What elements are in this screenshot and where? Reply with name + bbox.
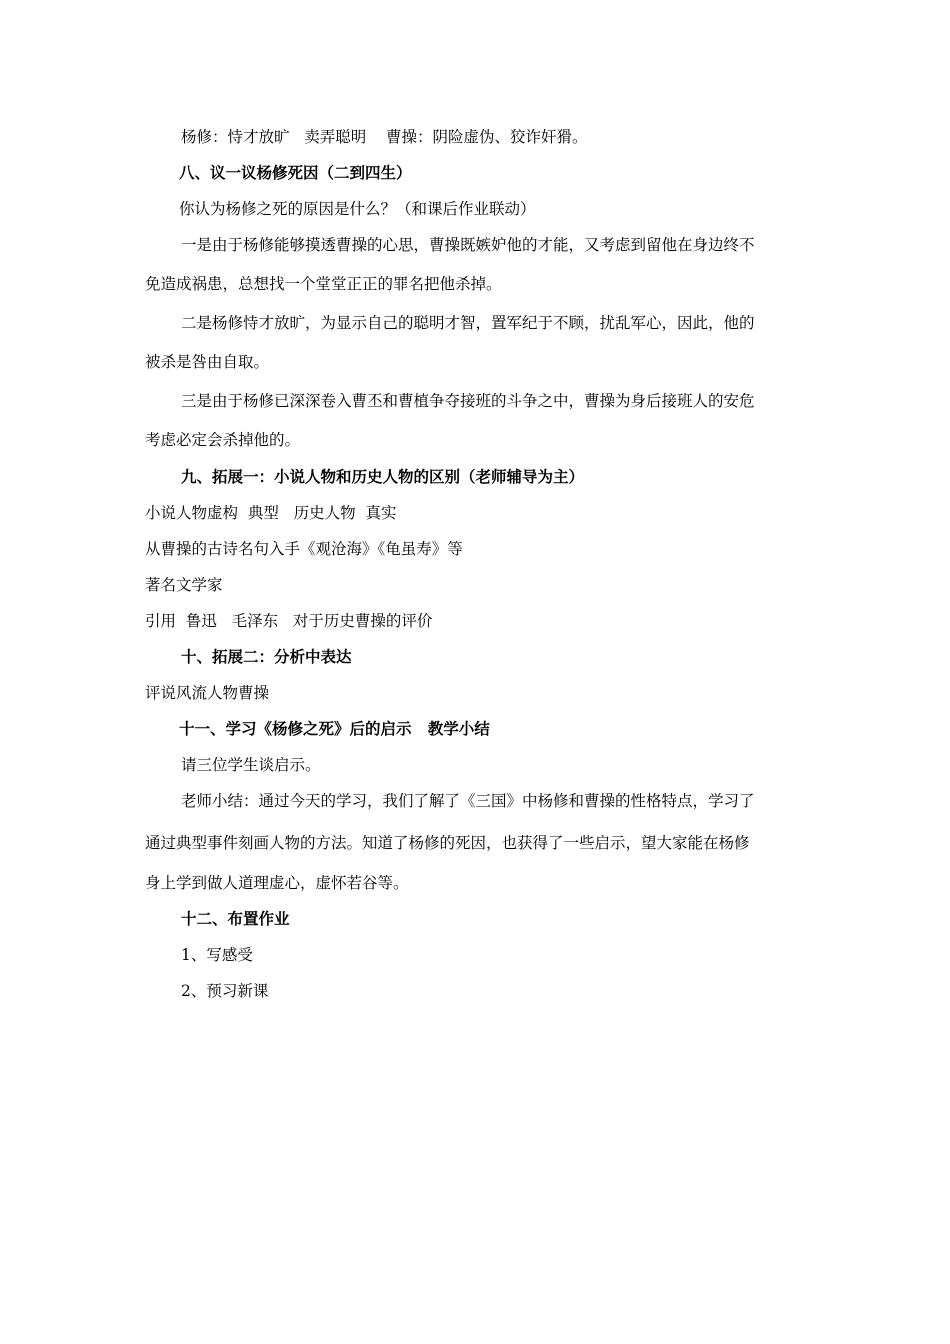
- text-line: 从曹操的古诗名句入手《观沧海》《龟虽寿》等: [145, 540, 463, 558]
- paragraph-line: 老师小结：通过今天的学习，我们了解了《三国》中杨修和曹操的性格特点，学习了: [181, 792, 755, 810]
- paragraph-line: 通过典型事件刻画人物的方法。知道了杨修的死因，也获得了一些启示，望大家能在杨修: [145, 834, 750, 852]
- paragraph-line: 二是杨修恃才放旷，为显示自己的聪明才智，置军纪于不顾，扰乱军心，因此，他的: [181, 314, 755, 332]
- paragraph-line: 三是由于杨修已深深卷入曹丕和曹植争夺接班的斗争之中，曹操为身后接班人的安危: [181, 392, 755, 410]
- text-line: 你认为杨修之死的原因是什么？（和课后作业联动）: [179, 200, 536, 218]
- text-line: 请三位学生谈启示。: [181, 756, 321, 774]
- list-item: 2、预习新课: [181, 982, 269, 1000]
- text-line: 小说人物虚构 典型 历史人物 真实: [145, 504, 397, 522]
- text-line: 著名文学家: [145, 576, 223, 594]
- section-heading: 十、拓展二：分析中表达: [181, 647, 352, 666]
- text-line: 评说风流人物曹操: [145, 684, 270, 702]
- section-heading: 八、议一议杨修死因（二到四生）: [179, 163, 412, 182]
- section-heading: 十二、布置作业: [181, 909, 290, 928]
- paragraph-line: 被杀是咎由自取。: [145, 353, 270, 371]
- paragraph-line: 一是由于杨修能够摸透曹操的心思，曹操既嫉妒他的才能，又考虑到留他在身边终不: [181, 236, 755, 254]
- text-line: 引用 鲁迅 毛泽东 对于历史曹操的评价: [145, 612, 433, 630]
- paragraph-line: 身上学到做人道理虚心，虚怀若谷等。: [145, 874, 409, 892]
- list-item: 1、写感受: [181, 946, 253, 964]
- paragraph-line: 考虑必定会杀掉他的。: [145, 431, 301, 449]
- text-line: 杨修：恃才放旷 卖弄聪明 曹操：阴险虚伪、狡诈奸猾。: [181, 128, 588, 146]
- paragraph-line: 免造成祸患，总想找一个堂堂正正的罪名把他杀掉。: [145, 275, 502, 293]
- section-heading: 九、拓展一：小说人物和历史人物的区别（老师辅导为主）: [181, 467, 585, 486]
- section-heading: 十一、学习《杨修之死》后的启示 教学小结: [179, 719, 490, 738]
